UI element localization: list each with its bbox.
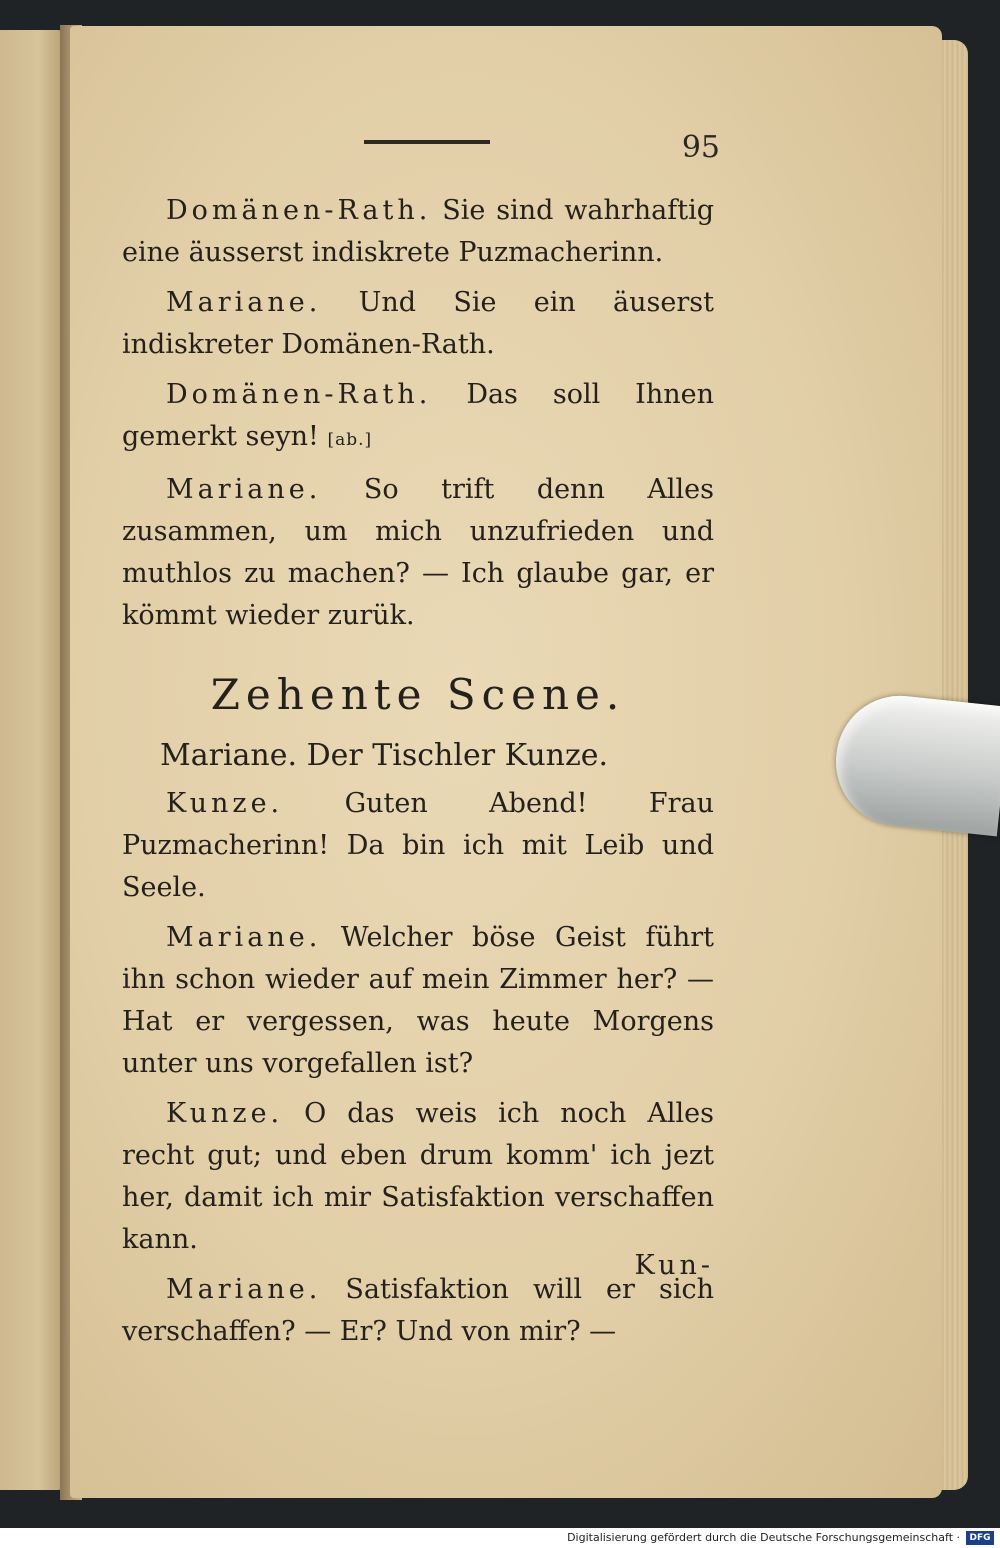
paragraph	[122, 469, 714, 637]
page-text	[122, 190, 714, 1353]
scene-title: Zehente Scene.	[210, 670, 626, 719]
dialogue-text: O das weis ich noch Alles recht gut; und eben drum komm' ich jezt her, damit ich mir Satisfaktion verschaffen kann.	[122, 1098, 714, 1255]
speaker-name: Kunze.	[166, 788, 284, 819]
speaker-name: Mariane.	[166, 287, 322, 318]
page-number: 95	[681, 130, 720, 165]
paragraph	[122, 1269, 714, 1353]
dialogue-text: Das soll Ihnen gemerkt seyn!	[122, 379, 714, 452]
paragraph	[122, 1093, 714, 1261]
speaker-name: Kunze.	[166, 1098, 284, 1129]
dialogue-text: Satisfaktion will er sich verschaffen? — Er? Und von mir? —	[122, 1274, 714, 1347]
speaker-name: Mariane.	[166, 474, 322, 505]
dialogue-text: Und Sie ein äuserst indiskreter Domänen-Rath.	[122, 287, 714, 360]
dialogue-text: Welcher böse Geist führt ihn schon wieder auf mein Zimmer her? — Hat er vergessen, was heute Morgens unter uns vorgefallen ist?	[122, 922, 714, 1079]
left-page-edge	[0, 30, 64, 1490]
paragraph	[122, 374, 714, 461]
speaker-name: Mariane.	[166, 922, 322, 953]
speaker-name: Mariane.	[166, 1274, 322, 1305]
dialogue-text: Guten Abend! Frau Puzmacherinn! Da bin ich mit Leib und Seele.	[122, 788, 714, 903]
paragraph	[122, 282, 714, 366]
dialogue-text: Sie sind wahrhaftig eine äusserst indiskrete Puzmacherinn.	[122, 195, 714, 268]
speaker-name: Domänen-Rath.	[166, 195, 432, 226]
paragraph	[122, 917, 714, 1085]
dialogue-text: So trift denn Alles zusammen, um mich unzufrieden und muthlos zu machen? — Ich glaube gar, er kömmt wieder zurük.	[122, 474, 714, 631]
header-rule	[364, 140, 490, 144]
digitization-credit: Digitalisierung gefördert durch die Deutsche Forschungsgemeinschaft ·	[567, 1531, 960, 1544]
stage-direction: [ab.]	[327, 430, 373, 450]
scene-cast: Mariane. Der Tischler Kunze.	[160, 738, 609, 773]
speaker-name: Domänen-Rath.	[166, 379, 432, 410]
paragraph	[122, 190, 714, 274]
paragraph	[122, 783, 714, 909]
dfg-logo: DFG	[966, 1531, 994, 1545]
catchword: Kun-	[634, 1250, 714, 1281]
